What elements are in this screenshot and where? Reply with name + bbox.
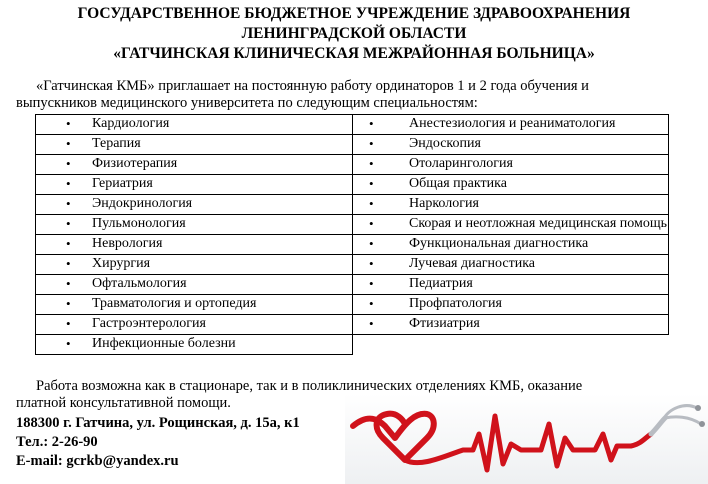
bullet-icon: • (66, 196, 71, 211)
specialty-item: Гастроэнтерология (92, 316, 206, 331)
table-row (36, 275, 669, 295)
table-cell (353, 215, 669, 235)
intro-line-1: «Гатчинская КМБ» приглашает на постоянную работу ординаторов 1 и 2 года обучения и (36, 78, 589, 94)
specialty-item: Фтизиатрия (409, 316, 480, 331)
contacts (16, 414, 300, 471)
specialty-item: Скорая и неотложная медицинская помощь (409, 216, 668, 231)
bullet-icon: • (66, 116, 71, 131)
specialty-item: Хирургия (92, 256, 151, 271)
bullet-icon: • (66, 296, 71, 311)
stethoscope-earpiece-icon (699, 421, 705, 427)
bullet-icon: • (66, 316, 71, 331)
table-cell (353, 255, 669, 275)
table-row (36, 235, 669, 255)
table-cell (36, 155, 353, 175)
table-cell (36, 135, 353, 155)
intro-paragraph (16, 78, 696, 112)
table-cell (353, 295, 669, 315)
specialty-item: Эндоскопия (409, 136, 481, 151)
specialty-item: Неврология (92, 236, 163, 251)
table-cell (353, 315, 669, 335)
specialty-item: Наркология (409, 196, 479, 211)
bullet-icon: • (369, 316, 374, 331)
table-cell (36, 195, 353, 215)
table-row (36, 295, 669, 315)
specialty-item: Общая практика (409, 176, 507, 191)
contact-email: E-mail: gcrkb@yandex.ru (16, 453, 179, 469)
table-row (36, 175, 669, 195)
header (0, 4, 708, 64)
contact-address: 188300 г. Гатчина, ул. Рощинская, д. 15а, к1 (16, 415, 300, 431)
table-cell (36, 255, 353, 275)
bullet-icon: • (369, 176, 374, 191)
table-cell (353, 275, 669, 295)
table-cell (36, 235, 353, 255)
bullet-icon: • (66, 216, 71, 231)
specialty-item: Офтальмология (92, 276, 187, 291)
intro-line-2: выпускников медицинского университета по следующим специальностям: (16, 95, 478, 111)
table-row (36, 155, 669, 175)
bullet-icon: • (66, 156, 71, 171)
table-cell (36, 275, 353, 295)
table-row (36, 335, 669, 355)
table-row (36, 315, 669, 335)
table-cell (353, 235, 669, 255)
table-cell (36, 215, 353, 235)
specialty-item: Функциональная диагностика (409, 236, 589, 251)
bullet-icon: • (369, 216, 374, 231)
bullet-icon: • (369, 116, 374, 131)
table-row (36, 215, 669, 235)
stethoscope-earpiece-icon (695, 405, 701, 411)
specialty-item: Педиатрия (409, 276, 473, 291)
bullet-icon: • (369, 196, 374, 211)
bullet-icon: • (66, 336, 71, 351)
header-line-3: «ГАТЧИНСКАЯ КЛИНИЧЕСКАЯ МЕЖРАЙОННАЯ БОЛЬНИЦА» (113, 45, 595, 62)
specialties-table (35, 114, 669, 355)
bullet-icon: • (369, 256, 374, 271)
table-cell-empty (353, 335, 669, 355)
specialty-item: Травматология и ортопедия (92, 296, 257, 311)
specialty-item: Профпатология (409, 296, 502, 311)
specialty-item: Терапия (92, 136, 141, 151)
table-cell (353, 175, 669, 195)
bullet-icon: • (66, 256, 71, 271)
table-cell (36, 295, 353, 315)
table-cell (353, 135, 669, 155)
specialty-item: Инфекционные болезни (92, 336, 236, 351)
table-row (36, 115, 669, 135)
stethoscope-heart-icon (345, 394, 708, 484)
bullet-icon: • (369, 156, 374, 171)
table-row (36, 195, 669, 215)
table-row (36, 255, 669, 275)
bullet-icon: • (66, 136, 71, 151)
bullet-icon: • (369, 136, 374, 151)
table-cell (36, 115, 353, 135)
table-cell (353, 155, 669, 175)
table-cell (36, 175, 353, 195)
specialty-item: Пульмонология (92, 216, 186, 231)
bullet-icon: • (369, 236, 374, 251)
work-line-2: платной консультативной помощи. (16, 395, 231, 411)
specialty-item: Физиотерапия (92, 156, 178, 171)
table-cell (36, 335, 353, 355)
specialty-item: Лучевая диагностика (409, 256, 536, 271)
table-row (36, 135, 669, 155)
table-cell (353, 115, 669, 135)
specialty-item: Гериатрия (92, 176, 153, 191)
header-line-1: ГОСУДАРСТВЕННОЕ БЮДЖЕТНОЕ УЧРЕЖДЕНИЕ ЗДРАВООХРАНЕНИЯ (77, 5, 631, 22)
specialty-item: Анестезиология и реаниматология (409, 116, 616, 131)
specialty-item: Отоларингология (409, 156, 513, 171)
work-line-1: Работа возможна как в стационаре, так и в поликлинических отделениях КМБ, оказание (36, 378, 583, 394)
specialty-item: Эндокринология (92, 196, 193, 211)
specialty-item: Кардиология (92, 116, 170, 131)
bullet-icon: • (66, 236, 71, 251)
table-cell (353, 195, 669, 215)
bullet-icon: • (66, 276, 71, 291)
bullet-icon: • (369, 296, 374, 311)
contact-phone: Тел.: 2-26-90 (16, 434, 98, 450)
art-background (345, 394, 708, 484)
bullet-icon: • (66, 176, 71, 191)
bullet-icon: • (369, 276, 374, 291)
table-cell (36, 315, 353, 335)
header-line-2: ЛЕНИНГРАДСКОЙ ОБЛАСТИ (241, 25, 467, 42)
